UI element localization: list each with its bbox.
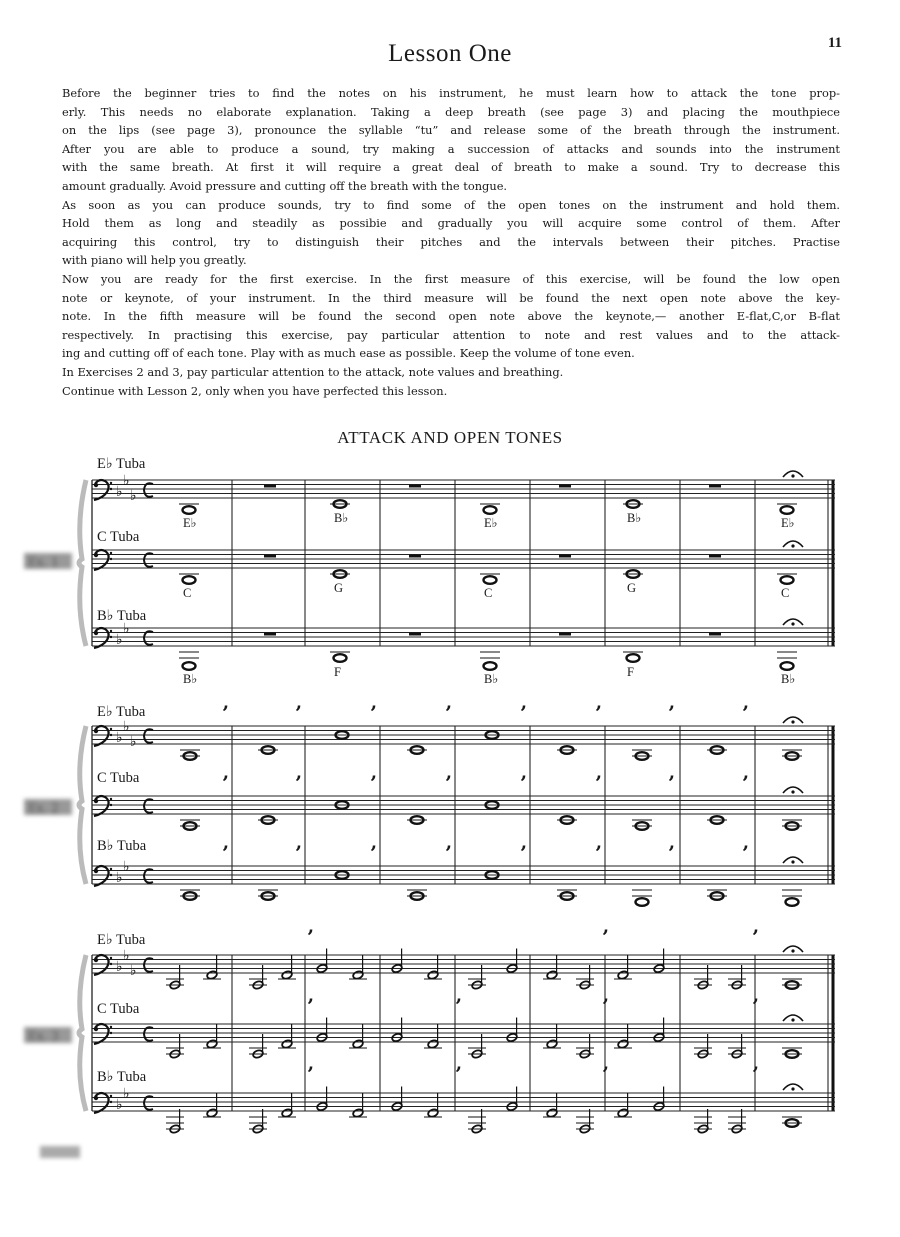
breath-mark: ’ [742,771,749,795]
bass-clef-dot [110,558,112,560]
bass-clef-dot [110,482,112,484]
bass-clef-dot [110,963,112,965]
whole-note [781,662,794,670]
bass-clef-dot [94,483,98,487]
brace [79,726,86,884]
note-name: E♭ [484,516,498,530]
breath-mark: ’ [445,841,452,865]
bass-clef-dot [110,734,112,736]
breath-mark: ’ [455,1062,462,1086]
flat-sign: ♭ [116,632,123,648]
common-time-icon [144,631,153,645]
note-name: C [781,586,790,600]
flat-sign: ♭ [116,484,123,500]
flat-sign: ♭ [116,1097,123,1113]
bass-clef-dot [110,630,112,632]
flat-sign: ♭ [123,859,130,875]
flat-sign: ♭ [116,730,123,746]
bass-clef-dot [94,799,98,803]
whole-note [334,654,347,662]
whole-rest [559,485,571,488]
breath-mark: ’ [520,701,527,725]
paragraph-line: note. In the fifth measure will be found the second open note above the keynote,— another E-flat,C,or B-flat [62,309,840,324]
paragraph-line: with piano will help you greatly. [62,253,247,268]
common-time-icon [144,1096,153,1110]
whole-note [627,654,640,662]
breath-mark: ’ [668,771,675,795]
fermata-dot [791,1018,794,1021]
whole-note [484,662,497,670]
breath-mark: ’ [445,771,452,795]
bass-clef-dot [94,1027,98,1031]
bass-clef-dot [110,552,112,554]
paragraph-line: with the same breath. At first it will require a great deal of breath to make a sound. Try to decrease this [62,160,840,175]
paragraph-line: on the lips (see page 3), pronounce the syllable “tu” and release some of the breath through the instrument. [62,123,840,138]
breath-mark: ’ [222,771,229,795]
common-time-icon [144,553,153,567]
bass-clef-dot [110,804,112,806]
paragraph-line: After you are able to produce a sound, try making a succession of attacks and sounds into the instrument [62,141,840,156]
breath-mark: ’ [295,701,302,725]
bass-clef-dot [110,488,112,490]
breath-mark: ’ [742,841,749,865]
common-time-icon [144,1027,153,1041]
paragraph-line: Before the beginner tries to find the notes on his instrument, he must learn how to attack the tone prop- [62,86,840,100]
bass-clef-dot [110,874,112,876]
paragraph-line: Hold them as long and steadily as possibie and gradually you will acquire some control of them. After [62,216,840,231]
instrument-label: E♭ Tuba [97,456,146,472]
breath-mark: ’ [307,1062,314,1086]
breath-mark: ’ [595,771,602,795]
bass-clef-dot [110,1095,112,1097]
paragraph-line: ing and cutting off of each tone. Play with as much ease as possible. Keep the volume of tone even. [62,346,635,361]
whole-note [183,662,196,670]
whole-note [636,898,649,906]
breath-mark: ’ [752,1062,759,1086]
breath-mark: ’ [752,925,759,949]
fermata-dot [791,949,794,952]
whole-note [183,506,196,514]
bass-clef-dot [94,553,98,557]
bass-clef-dot [94,1096,98,1100]
bass-clef-dot [110,868,112,870]
note-name: F [334,665,341,679]
breath-mark: ’ [668,841,675,865]
common-time-icon [144,799,153,813]
instrument-label: E♭ Tuba [97,704,146,720]
whole-rest [264,633,276,636]
note-name: B♭ [781,672,796,686]
paragraph-line: note or keynote, of your instrument. In the third measure will be found the next open note above the key- [62,290,840,305]
note-name: E♭ [183,516,197,530]
paragraph-line: acquiring this control, try to distinguish their pitches and the intervals between their pitches. Practise [62,234,840,249]
flat-sign: ♭ [123,1086,130,1102]
instrument-label: C Tuba [97,770,140,786]
bass-clef-dot [110,1032,112,1034]
whole-note [484,576,497,584]
brace [79,955,86,1111]
whole-rest [559,555,571,558]
flat-sign: ♭ [123,473,130,489]
common-time-icon [144,869,153,883]
paragraph-line: Now you are ready for the first exercise. In the first measure of this exercise, will be found the low open [62,271,840,286]
flat-sign: ♭ [123,719,130,735]
paragraph-line: Continue with Lesson 2, only when you have perfected this lesson. [62,383,448,398]
whole-rest [709,555,721,558]
note-name: C [484,586,493,600]
breath-mark: ’ [295,771,302,795]
fermata-dot [791,474,794,477]
flat-sign: ♭ [130,734,137,750]
note-name: G [627,581,637,595]
flat-sign: ♭ [116,870,123,886]
paragraph-line: erly. This needs no elaborate explanation. Taking a deep breath (see page 3) and placing the mouthpiece [62,104,840,119]
exercise-label-text: Ex. 2 [28,801,59,815]
flat-sign: ♭ [116,959,123,975]
whole-rest [264,485,276,488]
breath-mark: ’ [742,701,749,725]
breath-mark: ’ [295,841,302,865]
whole-rest [409,555,421,558]
common-time-icon [144,958,153,972]
bass-clef-dot [94,631,98,635]
footer-mark [40,1146,80,1158]
exercise-label-text: Ex. 3 [28,1029,59,1043]
common-time-icon [144,729,153,743]
breath-mark: ’ [595,701,602,725]
instrument-label: B♭ Tuba [97,1069,147,1085]
paragraph-line: As soon as you can produce sounds, try to find some of the open tones on the instrument and hold them. [62,197,840,212]
breath-mark: ’ [595,841,602,865]
note-name: G [334,581,344,595]
fermata-dot [791,544,794,547]
breath-mark: ’ [602,994,609,1018]
fermata-dot [791,860,794,863]
breath-mark: ’ [520,841,527,865]
paragraph-line: In Exercises 2 and 3, pay particular attention to the attack, note values and breathing. [62,364,564,379]
note-name: F [627,665,634,679]
bass-clef-dot [94,869,98,873]
whole-note [484,506,497,514]
bass-clef-dot [110,1026,112,1028]
bass-clef-dot [110,1101,112,1103]
note-name: B♭ [334,511,349,525]
flat-sign: ♭ [123,948,130,964]
common-time-icon [144,483,153,497]
instrument-label: C Tuba [97,529,140,545]
breath-mark: ’ [370,701,377,725]
instrument-label: B♭ Tuba [97,838,147,854]
note-name: B♭ [484,672,499,686]
breath-mark: ’ [370,771,377,795]
note-name: E♭ [781,516,795,530]
page-number: 11 [827,35,842,51]
bass-clef-dot [110,636,112,638]
note-name: B♭ [183,672,198,686]
fermata-dot [791,1087,794,1090]
whole-rest [709,633,721,636]
breath-mark: ’ [307,925,314,949]
breath-mark: ’ [602,1062,609,1086]
fermata-dot [791,720,794,723]
instrument-label: C Tuba [97,1001,140,1017]
page-title: Lesson One [388,40,512,67]
breath-mark: ’ [307,994,314,1018]
whole-rest [409,485,421,488]
note-name: B♭ [627,511,642,525]
breath-mark: ’ [520,771,527,795]
breath-mark: ’ [668,701,675,725]
whole-note [183,576,196,584]
brace [79,480,86,646]
breath-mark: ’ [370,841,377,865]
bass-clef-dot [110,798,112,800]
paragraph-line: amount gradually. Avoid pressure and cutting off the breath with the tongue. [62,178,508,193]
note-name: C [183,586,192,600]
whole-note [786,898,799,906]
bass-clef-dot [110,957,112,959]
fermata-dot [791,790,794,793]
paragraph-line: respectively. In practising this exercise, pay particular attention to note and rest values and to the attack- [62,327,840,342]
breath-mark: ’ [602,925,609,949]
whole-note [781,576,794,584]
fermata-dot [791,622,794,625]
breath-mark: ’ [455,994,462,1018]
bass-clef-dot [94,729,98,733]
exercise-label-text: Ex. 1 [28,555,59,569]
section-title: ATTACK AND OPEN TONES [337,428,563,447]
whole-rest [264,555,276,558]
whole-rest [559,633,571,636]
flat-sign: ♭ [130,963,137,979]
whole-rest [409,633,421,636]
whole-note [781,506,794,514]
breath-mark: ’ [222,701,229,725]
bass-clef-dot [110,728,112,730]
instrument-label: E♭ Tuba [97,932,146,948]
whole-rest [709,485,721,488]
breath-mark: ’ [752,994,759,1018]
instrument-label: B♭ Tuba [97,608,147,624]
breath-mark: ’ [445,701,452,725]
flat-sign: ♭ [130,488,137,504]
breath-mark: ’ [222,841,229,865]
bass-clef-dot [94,958,98,962]
flat-sign: ♭ [123,621,130,637]
